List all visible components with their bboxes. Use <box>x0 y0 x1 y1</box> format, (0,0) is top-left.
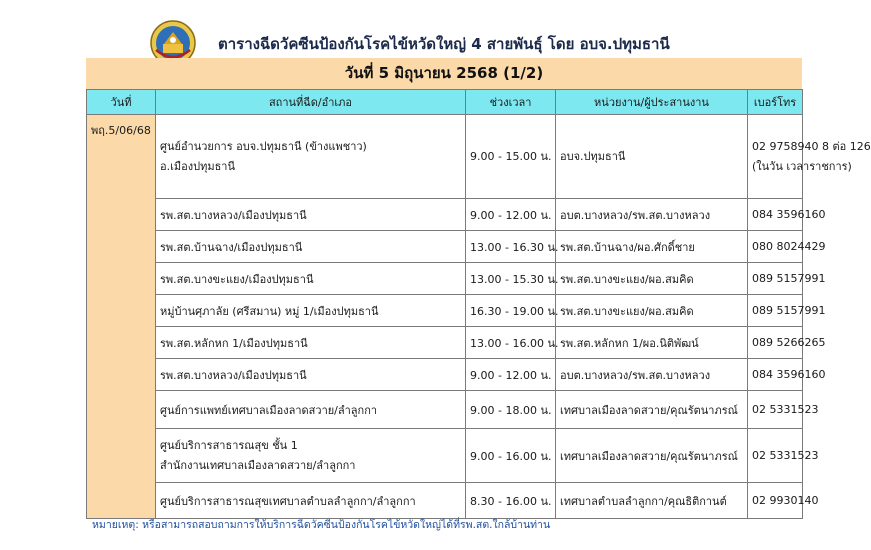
phone-cell: 02 5331523 <box>748 391 803 429</box>
place-cell: รพ.สต.หลักหก 1/เมืองปทุมธานี <box>156 327 466 359</box>
footnote: หมายเหตุ: หรือสามารถสอบถามการให้บริการฉีดวัคซีนป้องกันโรคไข้หวัดใหญ่ได้ที่รพ.สต.ใกล้บ้านท่าน <box>92 519 551 531</box>
place-cell: ศูนย์บริการสาธารณสุขเทศบาลตำบลลำลูกกา/ลำลูกกา <box>156 483 466 519</box>
phone-cell: 080 8024429 <box>748 231 803 263</box>
unit-cell: อบต.บางหลวง/รพ.สต.บางหลวง <box>556 199 748 231</box>
time-cell: 9.00 - 16.00 น. <box>466 429 556 483</box>
page-header <box>0 18 838 58</box>
place-line-1: ศูนย์อำนวยการ อบจ.ปทุมธานี (ข้างแพชาว) <box>160 139 367 153</box>
time-cell: 13.00 - 15.30 น. <box>466 263 556 295</box>
col-header-unit: หน่วยงาน/ผู้ประสานงาน <box>556 90 748 115</box>
table-row <box>87 263 803 295</box>
unit-cell: รพ.สต.บางขะแยง/ผอ.สมคิด <box>556 295 748 327</box>
place-cell: รพ.สต.บ้านฉาง/เมืองปทุมธานี <box>156 231 466 263</box>
place-cell: รพ.สต.บางขะแยง/เมืองปทุมธานี <box>156 263 466 295</box>
table-row <box>87 483 803 519</box>
place-line-2: สำนักงานเทศบาลเมืองลาดสวาย/ลำลูกกา <box>160 458 356 472</box>
day-cell: พฤ.5/06/68 <box>87 115 156 519</box>
place-cell <box>156 115 466 199</box>
unit-cell: เทศบาลตำบลลำลูกกา/คุณธิติกานต์ <box>556 483 748 519</box>
unit-cell: รพ.สต.บ้านฉาง/ผอ.ศักดิ์ชาย <box>556 231 748 263</box>
time-cell: 9.00 - 12.00 น. <box>466 199 556 231</box>
table-row <box>87 231 803 263</box>
table-row <box>87 391 803 429</box>
phone-cell: 089 5157991 <box>748 295 803 327</box>
phone-cell: 02 5331523 <box>748 429 803 483</box>
phone-line-1: 02 9758940 8 ต่อ 126 <box>752 139 871 153</box>
place-cell: รพ.สต.บางหลวง/เมืองปทุมธานี <box>156 359 466 391</box>
place-cell: หมู่บ้านศุภาลัย (ศรีสมาน) หมู่ 1/เมืองปทุมธานี <box>156 295 466 327</box>
time-cell: 9.00 - 12.00 น. <box>466 359 556 391</box>
phone-cell: 084 3596160 <box>748 359 803 391</box>
phone-cell: 084 3596160 <box>748 199 803 231</box>
place-cell: ศูนย์การแพทย์เทศบาลเมืองลาดสวาย/ลำลูกกา <box>156 391 466 429</box>
page-title: ตารางฉีดวัคซีนป้องกันโรคไข้หวัดใหญ่ 4 สายพันธุ์ โดย อบจ.ปทุมธานี <box>218 35 670 53</box>
time-cell: 16.30 - 19.00 น. <box>466 295 556 327</box>
phone-line-2: (ในวัน เวลาราชการ) <box>752 159 852 173</box>
table-row <box>87 327 803 359</box>
col-header-date: วันที่ <box>87 90 156 115</box>
place-line-2: อ.เมืองปทุมธานี <box>160 159 235 173</box>
col-header-phone: เบอร์โทร <box>748 90 803 115</box>
table-row <box>87 295 803 327</box>
table-row <box>87 199 803 231</box>
place-line-1: ศูนย์บริการสาธารณสุข ชั้น 1 <box>160 438 298 452</box>
unit-cell: อบจ.ปทุมธานี <box>556 115 748 199</box>
table-row <box>87 115 803 199</box>
schedule-table <box>86 89 871 519</box>
unit-cell: เทศบาลเมืองลาดสวาย/คุณรัตนาภรณ์ <box>556 429 748 483</box>
phone-cell: 089 5266265 <box>748 327 803 359</box>
time-cell: 9.00 - 15.00 น. <box>466 115 556 199</box>
time-cell: 13.00 - 16.30 น. <box>466 231 556 263</box>
phone-cell: 089 5157991 <box>748 263 803 295</box>
unit-cell: รพ.สต.หลักหก 1/ผอ.นิติพัฒน์ <box>556 327 748 359</box>
place-cell <box>156 429 466 483</box>
phone-cell: 02 9930140 <box>748 483 803 519</box>
col-header-place: สถานที่ฉีด/อำเภอ <box>156 90 466 115</box>
table-row <box>87 359 803 391</box>
time-cell: 9.00 - 18.00 น. <box>466 391 556 429</box>
day-banner: วันที่ 5 มิถุนายน 2568 (1/2) <box>86 58 802 89</box>
unit-cell: อบต.บางหลวง/รพ.สต.บางหลวง <box>556 359 748 391</box>
unit-cell: รพ.สต.บางขะแยง/ผอ.สมคิด <box>556 263 748 295</box>
col-header-time: ช่วงเวลา <box>466 90 556 115</box>
time-cell: 13.00 - 16.00 น. <box>466 327 556 359</box>
phone-cell <box>748 115 871 199</box>
place-cell: รพ.สต.บางหลวง/เมืองปทุมธานี <box>156 199 466 231</box>
time-cell: 8.30 - 16.00 น. <box>466 483 556 519</box>
unit-cell: เทศบาลเมืองลาดสวาย/คุณรัตนาภรณ์ <box>556 391 748 429</box>
table-header-row <box>87 90 803 115</box>
table-row <box>87 429 803 483</box>
